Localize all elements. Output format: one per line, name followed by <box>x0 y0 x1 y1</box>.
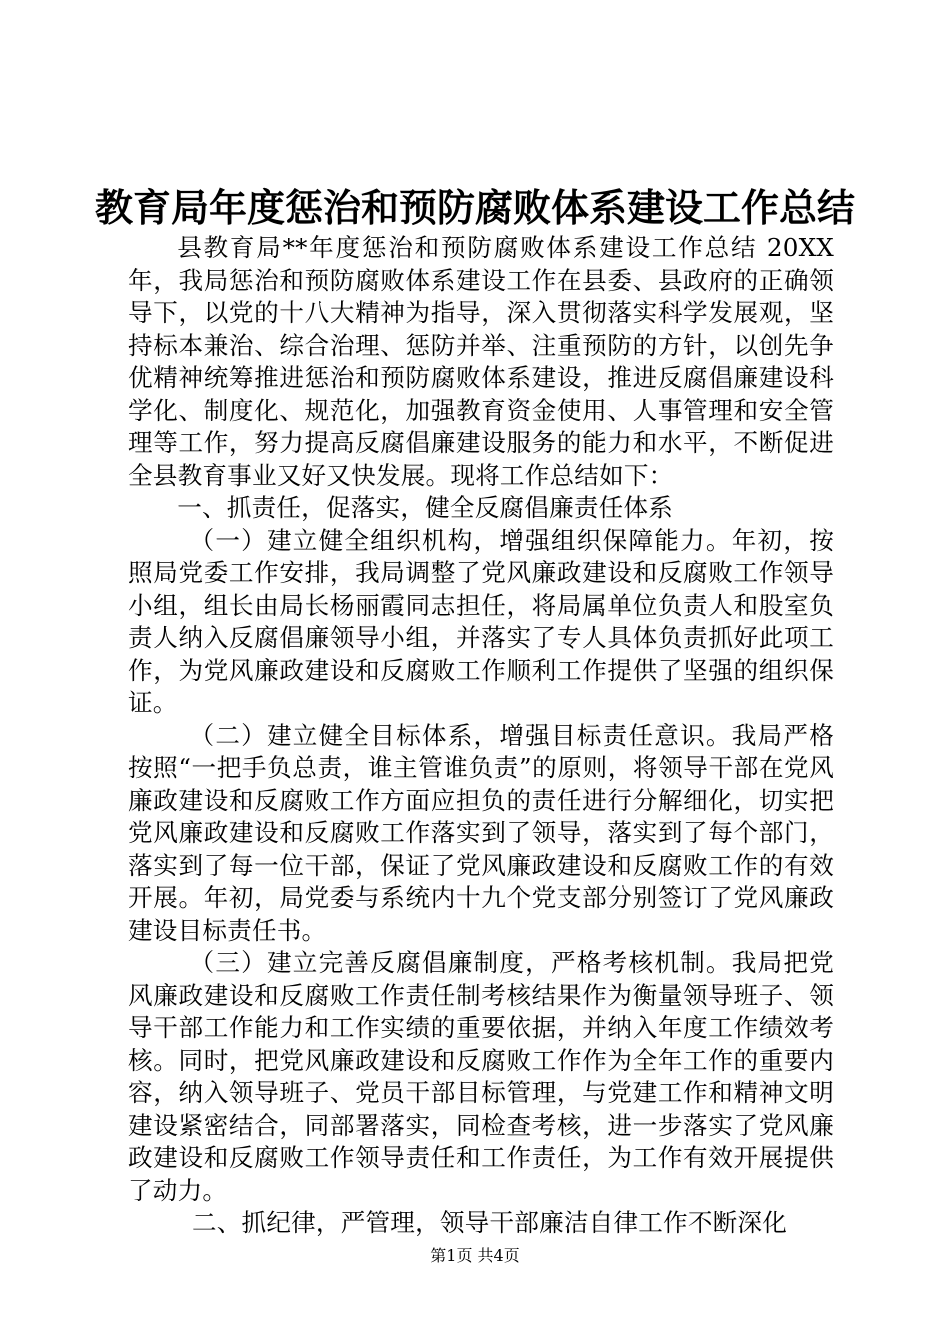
subsection-paragraph-1: （一）建立健全组织机构，增强组织保障能力。年初，按照局党委工作安排，我局调整了党风廉政建设和反腐败工作领导小组，组长由局长杨丽霞同志担任，将局属单位负责人和股室负责人纳入反腐倡廉领导小组，并落实了专人具体负责抓好此项工作，为党风廉政建设和反腐败工作顺利工作提供了坚强的组织保证。 <box>128 525 834 717</box>
document-title: 教育局年度惩治和预防腐败体系建设工作总结 <box>94 185 855 230</box>
document-body <box>128 232 834 1240</box>
intro-paragraph: 县教育局**年度惩治和预防腐败体系建设工作总结 20XX 年，我局惩治和预防腐败体系建设工作在县委、县政府的正确领导下，以党的十八大精神为指导，深入贯彻落实科学发展观，坚持标本兼治、综合治理、惩防并举、注重预防的方针，以创先争优精神统筹推进惩治和预防腐败体系建设，推进反腐倡廉建设科学化、制度化、规范化，加强教育资金使用、人事管理和安全管理等工作，努力提高反腐倡廉建设服务的能力和水平，不断促进全县教育事业又好又快发展。现将工作总结如下： <box>128 233 834 490</box>
page-footer: 第1页 共4页 <box>430 1246 520 1265</box>
section-heading-1: 一、抓责任，促落实，健全反腐倡廉责任体系 <box>177 493 674 522</box>
subsection-paragraph-3: （三）建立完善反腐倡廉制度，严格考核机制。我局把党风廉政建设和反腐败工作责任制考核结果作为衡量领导班子、领导干部工作能力和工作实绩的重要依据，并纳入年度工作绩效考核。同时，把党风廉政建设和反腐败工作作为全年工作的重要内容，纳入领导班子、党员干部目标管理，与党建工作和精神文明建设紧密结合，同部署落实，同检查考核，进一步落实了党风廉政建设和反腐败工作领导责任和工作责任，为工作有效开展提供了动力。 <box>128 948 834 1205</box>
subsection-paragraph-2: （二）建立健全目标体系，增强目标责任意识。我局严格按照“一把手负总责，谁主管谁负责”的原则，将领导干部在党风廉政建设和反腐败工作方面应担负的责任进行分解细化，切实把党风廉政建设和反腐败工作落实到了领导，落实到了每个部门，落实到了每一位干部，保证了党风廉政建设和反腐败工作的有效开展。年初，局党委与系统内十九个党支部分别签订了党风廉政建设目标责任书。 <box>128 720 834 945</box>
section-heading-2: 二、抓纪律，严管理，领导干部廉洁自律工作不断深化 <box>191 1208 788 1237</box>
